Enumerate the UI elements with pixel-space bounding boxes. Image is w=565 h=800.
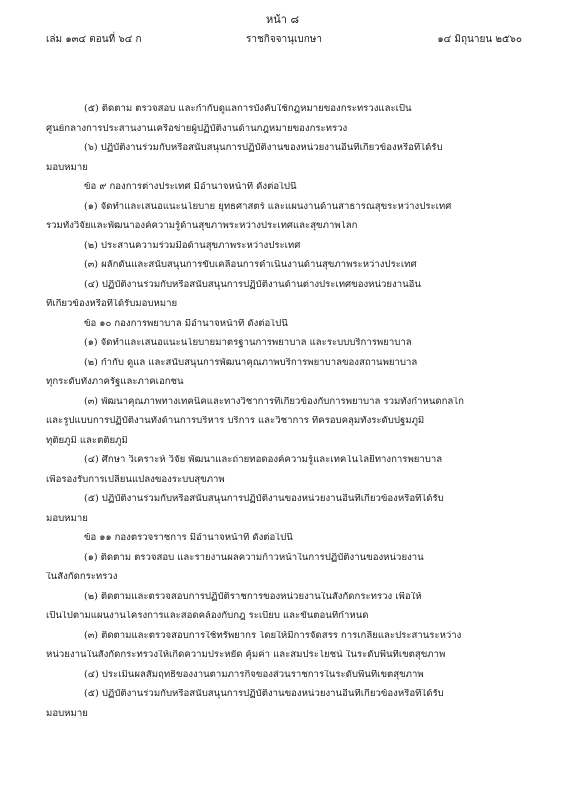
paragraph-continuation: ทุติยภูมิ และตติยภูมิ — [46, 435, 128, 446]
list-item: (๕) ปฏิบัติงานร่วมกับหรือสนับสนุนการปฏิบัติงานของหน่วยงานอื่นที่เกี่ยวข้องหรือที่ได้รับ — [84, 689, 444, 699]
page-number: หน้า ๘ — [266, 13, 299, 26]
paragraph-continuation: เพื่อรองรับการเปลี่ยนแปลงของระบบสุขภาพ — [46, 474, 225, 485]
header-publication: ราชกิจจานุเบกษา — [245, 34, 323, 45]
list-item: (๒) ติดตามและตรวจสอบการปฏิบัติราชการของหน่วยงานในสังกัดกระทรวง เพื่อให้ — [84, 591, 422, 602]
paragraph-continuation: หน่วยงานในสังกัดกระทรวงให้เกิดความประหยัด คุ้มค่า และสมประโยชน์ ในระดับพื้นที่เขตสุขภาพ — [46, 650, 446, 660]
list-item: (๑) จัดทำและเสนอแนะนโยบาย ยุทธศาสตร์ และแผนงานด้านสาธารณสุขระหว่างประเทศ — [84, 201, 452, 212]
paragraph-continuation: ทุกระดับทั้งภาครัฐและภาคเอกชน — [46, 377, 184, 387]
paragraph-continuation: และรูปแบบการปฏิบัติงานทั้งด้านการบริหาร บริการ และวิชาการ ที่ครอบคลุมทั้งระดับปฐมภูมิ — [46, 416, 425, 426]
paragraph-continuation: ที่เกี่ยวข้องหรือที่ได้รับมอบหมาย — [46, 299, 178, 309]
header-volume-issue: เล่ม ๑๓๔ ตอนที่ ๖๔ ก — [46, 34, 142, 45]
list-item: (๒) กำกับ ดูแล และสนับสนุนการพัฒนาคุณภาพบริการพยาบาลของสถานพยาบาล — [84, 357, 418, 368]
paragraph-continuation: มอบหมาย — [46, 708, 88, 719]
list-item: (๓) ผลักดันและสนับสนุนการขับเคลื่อนการดำเนินงานด้านสุขภาพระหว่างประเทศ — [84, 260, 417, 270]
clause-heading: ข้อ ๑๐ กองการพยาบาล มีอำนาจหน้าที่ ดังต่อไปนี้ — [84, 318, 288, 329]
list-item: (๔) ประเมินผลสัมฤทธิ์ของงานตามภารกิจของส่วนราชการในระดับพื้นที่เขตสุขภาพ — [84, 669, 424, 680]
paragraph-continuation: รวมทั้งวิจัยและพัฒนาองค์ความรู้ด้านสุขภาพระหว่างประเทศและสุขภาพโลก — [46, 221, 358, 231]
list-item: (๕) ปฏิบัติงานร่วมกับหรือสนับสนุนการปฏิบัติงานของหน่วยงานอื่นที่เกี่ยวข้องหรือที่ได้รับ — [84, 494, 444, 504]
paragraph-continuation: มอบหมาย — [46, 162, 88, 173]
paragraph-continuation: เป็นไปตามแผนงานโครงการและสอดคล้องกับกฎ ระเบียบ และขั้นตอนที่กำหนด — [46, 611, 369, 621]
header-date: ๑๔ มิถุนายน ๒๕๖๐ — [437, 34, 522, 45]
gazette-header — [46, 32, 522, 48]
list-item: (๔) ศึกษา วิเคราะห์ วิจัย พัฒนาและถ่ายทอดองค์ความรู้และเทคโนโลยีทางการพยาบาล — [84, 455, 443, 465]
document-body — [46, 104, 522, 728]
clause-heading: ข้อ ๑๑ กองตรวจราชการ มีอำนาจหน้าที่ ดังต่อไปนี้ — [84, 533, 293, 543]
list-item: (๖) ปฏิบัติงานร่วมกับหรือสนับสนุนการปฏิบัติงานของหน่วยงานอื่นที่เกี่ยวข้องหรือที่ได้รับ — [84, 143, 443, 153]
list-item: (๓) ติดตามและตรวจสอบการใช้ทรัพยากร โดยให้มีการจัดสรร การเกลี่ยและประสานระหว่าง — [84, 630, 462, 641]
paragraph-continuation: มอบหมาย — [46, 513, 88, 524]
list-item: (๕) ติดตาม ตรวจสอบ และกำกับดูแลการบังคับใช้กฎหมายของกระทรวงและเป็น — [84, 104, 412, 114]
list-item: (๑) ติดตาม ตรวจสอบ และรายงานผลความก้าวหน้าในการปฏิบัติงานของหน่วยงาน — [84, 552, 424, 563]
clause-heading: ข้อ ๙ กองการต่างประเทศ มีอำนาจหน้าที่ ดังต่อไปนี้ — [84, 182, 297, 192]
paragraph-continuation: ในสังกัดกระทรวง — [46, 572, 118, 582]
paragraph-continuation: ศูนย์กลางการประสานงานเครือข่ายผู้ปฏิบัติงานด้านกฎหมายของกระทรวง — [46, 123, 348, 134]
list-item: (๑) จัดทำและเสนอแนะนโยบายมาตรฐานการพยาบาล และระบบบริการพยาบาล — [84, 338, 412, 348]
list-item: (๒) ประสานความร่วมมือด้านสุขภาพระหว่างประเทศ — [84, 240, 301, 251]
list-item: (๔) ปฏิบัติงานร่วมกับหรือสนับสนุนการปฏิบัติงานด้านต่างประเทศของหน่วยงานอื่น — [84, 279, 421, 290]
list-item: (๓) พัฒนาคุณภาพทางเทคนิคและทางวิชาการที่เกี่ยวข้องกับการพยาบาล รวมทั้งกำหนดกลไก — [84, 396, 464, 407]
